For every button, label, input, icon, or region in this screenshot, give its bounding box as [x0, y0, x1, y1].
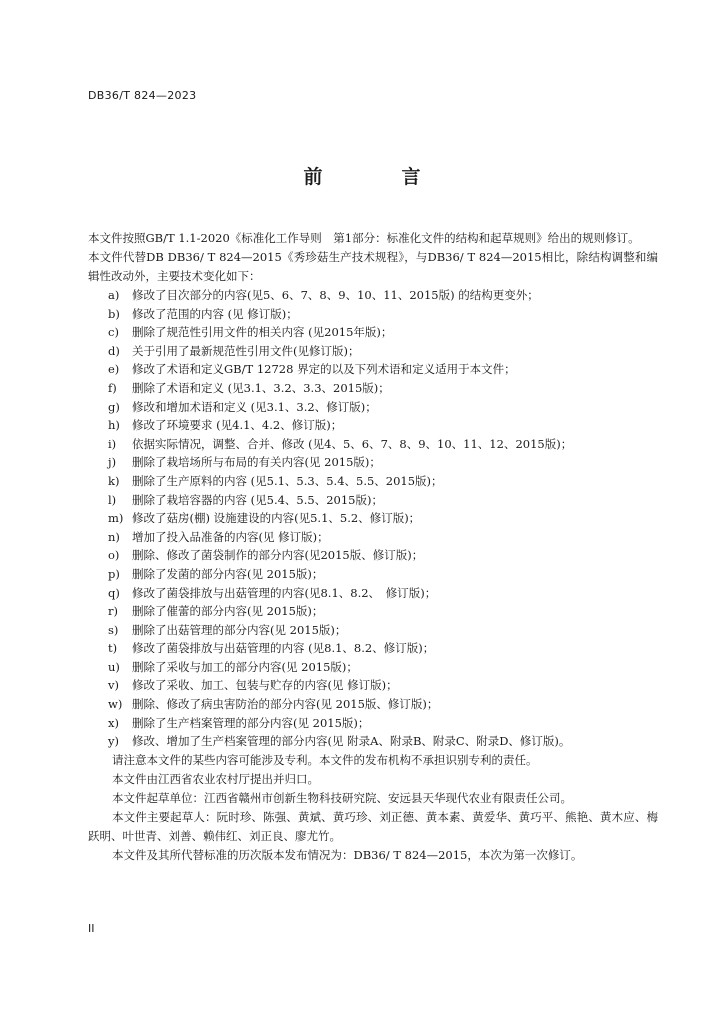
list-item [88, 509, 658, 528]
list-item-text: 修改了目次部分的内容(见5、6、7、8、9、10、11、2015版) 的结构更变外； [132, 288, 539, 302]
list-item-label: e) [108, 362, 120, 377]
list-item-label: r) [108, 604, 118, 619]
list-item [88, 621, 658, 640]
list-item [88, 491, 658, 510]
list-item-text: 修改了范围的内容 (见 修订版)； [132, 306, 298, 321]
list-item-label: g) [108, 399, 120, 414]
list-item-label: b) [108, 306, 120, 321]
list-item-label: y) [108, 734, 119, 749]
list-item [88, 639, 658, 658]
list-item-label: f) [108, 380, 117, 395]
list-item [88, 695, 658, 714]
list-item-text: 修改、增加了生产档案管理的部分内容(见 附录A、附录B、附录C、附录D、修订版)。 [132, 734, 571, 749]
list-item-text: 删除了出菇管理的部分内容(见 2015版)； [132, 622, 347, 637]
list-item-label: w) [108, 697, 123, 712]
list-item-text: 修改了菇房(棚) 设施建设的内容(见5.1、5.2、修订版)； [132, 511, 421, 526]
intro-paragraph-2: 本文件代替DB DB36/ T 824—2015《秀珍菇生产技术规程》，与DB36/ T 824—2015相比，除结构调整和编辑性改动外，主要技术变化如下： [88, 250, 658, 283]
list-item [88, 360, 658, 379]
list-item-label: l) [108, 492, 117, 507]
list-item-label: j) [108, 455, 117, 470]
list-item-label: h) [108, 418, 120, 433]
list-item-text: 删除了栽培容器的内容 (见5.4、5.5、2015版)； [132, 492, 383, 507]
list-item-text: 删除了栽培场所与布局的有关内容(见 2015版)； [132, 455, 381, 470]
list-item-text: 删除了生产档案管理的部分内容(见 2015版)； [132, 715, 370, 730]
list-item-text: 删除了采收与加工的部分内容(见 2015版)； [132, 659, 358, 674]
list-item [88, 305, 658, 324]
list-item-label: c) [108, 325, 119, 340]
list-item [88, 323, 658, 342]
list-item-label: d) [108, 343, 120, 358]
list-item-text: 修改了菌袋排放与出菇管理的内容(见8.1、8.2、 修订版)； [132, 585, 437, 600]
list-item-text: 删除了发菌的部分内容(见 2015版)； [132, 566, 324, 581]
list-item [88, 379, 658, 398]
list-item-label: p) [108, 566, 120, 581]
list-item-label: x) [108, 715, 119, 730]
proposer-note: 本文件由江西省农业农村厅提出并归口。 [112, 771, 319, 786]
list-item-text: 删除了规范性引用文件的相关内容 (见2015年版)； [132, 325, 393, 340]
list-item [88, 584, 658, 603]
list-item [88, 528, 658, 547]
list-item [88, 546, 658, 565]
list-item [88, 342, 658, 361]
patent-note: 请注意本文件的某些内容可能涉及专利。本文件的发布机构不承担识别专利的责任。 [112, 752, 538, 767]
list-item [88, 732, 658, 751]
list-item [88, 602, 658, 621]
list-item-label: u) [108, 659, 120, 674]
list-item-label: n) [108, 529, 120, 544]
list-item-text: 依据实际情况，调整、合并、修改 (见4、5、6、7、8、9、10、11、12、2015版)； [132, 436, 573, 451]
list-item-label: v) [108, 678, 119, 693]
list-item-label: i) [108, 436, 117, 451]
list-item [88, 435, 658, 454]
list-item-text: 删除了术语和定义 (见3.1、3.2、3.3、2015版)； [132, 380, 390, 395]
list-item [88, 658, 658, 677]
list-item-label: s) [108, 622, 119, 637]
list-item-text: 修改了环境要求 (见4.1、4.2、修订版)； [132, 418, 343, 433]
drafting-units: 本文件起草单位：江西省赣州市创新生物科技研究院、安远县天华现代农业有限责任公司。 [112, 790, 572, 805]
version-history: 本文件及其所代替标准的历次版本发布情况为：DB36/ T 824—2015，本次为第一次修订。 [112, 847, 583, 862]
list-item-label: t) [108, 641, 118, 656]
list-item-text: 增加了投入品准备的内容(见 修订版)； [132, 529, 329, 544]
list-item-label: o) [108, 548, 120, 563]
list-item [88, 398, 658, 417]
list-item-label: m) [108, 511, 124, 526]
list-item [88, 453, 658, 472]
list-item-text: 删除、修改了菌袋制作的部分内容(见2015版、修订版)； [132, 548, 424, 563]
list-item-text: 删除、修改了病虫害防治的部分内容(见 2015版、修订版)； [132, 697, 439, 712]
list-item-text: 修改和增加术语和定义 (见3.1、3.2、修订版)； [132, 399, 377, 414]
list-item-text: 删除了催蕾的部分内容(见 2015版)； [132, 604, 324, 619]
list-item-label: a) [108, 288, 120, 302]
drafters: 本文件主要起草人：阮时珍、陈强、黄斌、黄巧珍、刘正德、黄本素、黄爱华、黄巧平、熊艳、黄木应、梅跃明、叶世青、刘善、赖伟红、刘正良、廖尤竹。 [88, 809, 658, 843]
page-title: 前 言 [303, 166, 451, 188]
list-item-text: 修改了菌袋排放与出菇管理的内容 (见8.1、8.2、修订版)； [132, 641, 435, 656]
list-item [88, 472, 658, 491]
page-number: II [88, 922, 95, 935]
list-item-label: q) [108, 585, 120, 600]
list-item-text: 关于引用了最新规范性引用文件(见修订版)； [132, 343, 360, 358]
changes-list [88, 286, 658, 751]
list-item-text: 删除了生产原料的内容 (见5.1、5.3、5.4、5.5、2015版)； [132, 473, 443, 488]
intro-paragraph-1: 本文件按照GB/T 1.1-2020《标准化工作导则 第1部分：标准化文件的结构和起草规则》给出的规则修订。 [88, 231, 640, 245]
list-item-label: k) [108, 473, 120, 488]
foreword-body [88, 229, 658, 865]
list-item [88, 286, 658, 305]
list-item [88, 714, 658, 733]
list-item [88, 676, 658, 695]
list-item [88, 416, 658, 435]
list-item-text: 修改了术语和定义GB/T 12728 界定的以及下列术语和定义适用于本文件； [132, 362, 516, 377]
list-item [88, 565, 658, 584]
list-item-text: 修改了采收、加工、包装与贮存的内容(见 修订版)； [132, 678, 398, 693]
standard-code: DB36/T 824—2023 [88, 89, 197, 102]
